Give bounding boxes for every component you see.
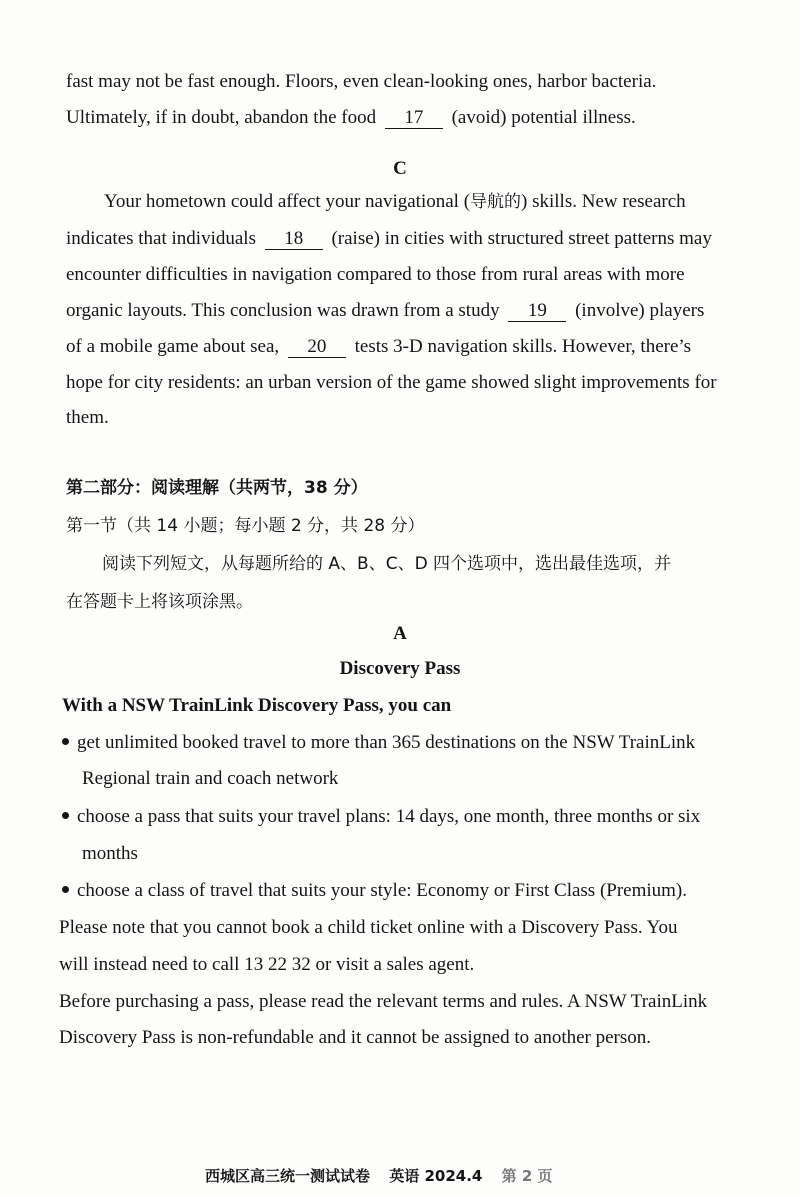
passage-c-heading: C [393, 158, 407, 179]
bullet-icon [62, 738, 69, 745]
passage-b-line-2: Ultimately, if in doubt, abandon the food 17 (avoid) potential illness. [66, 107, 636, 128]
passage-a-intro: With a NSW TrainLink Discovery Pass, you can [62, 695, 452, 716]
footer-exam-name: 西城区高三统一测试试卷 [205, 1167, 371, 1185]
passage-c-line-3: encounter difficulties in navigation compared to those from rural areas with more [66, 264, 685, 285]
bullet-item-1: get unlimited booked travel to more than 365 destinations on the NSW TrainLink [62, 731, 695, 755]
part-two-title: 第二部分：阅读理解（共两节，38 分） [66, 478, 368, 498]
passage-a-heading: A [393, 623, 407, 644]
passage-c-line-6: hope for city residents: an urban version of the game showed slight improvements for [66, 372, 717, 393]
note-paragraph-line-1: Please note that you cannot book a child ticket online with a Discovery Pass. You [59, 917, 678, 938]
passage-b-line-1: fast may not be fast enough. Floors, even clean-looking ones, harbor bacteria. [66, 71, 657, 92]
blank-20: 20 [288, 337, 346, 358]
footer-page-number: 第 2 页 [501, 1167, 553, 1185]
bullet-item-2: choose a pass that suits your travel plans: 14 days, one month, three months or six [62, 805, 700, 829]
passage-c-line-4: organic layouts. This conclusion was drawn from a study 19 (involve) players [66, 300, 705, 321]
bullet-item-1-cont: Regional train and coach network [82, 768, 339, 789]
instructions-line-1: 阅读下列短文，从每题所给的 A、B、C、D 四个选项中，选出最佳选项，并 [102, 554, 672, 574]
passage-c-line-1: Your hometown could affect your navigational (导航的) skills. New research [104, 191, 686, 212]
bullet-item-3: choose a class of travel that suits your style: Economy or First Class (Premium). [62, 879, 687, 903]
instructions-line-2: 在答题卡上将该项涂黑。 [66, 592, 253, 612]
footer-subject: 英语 2024.4 [389, 1167, 483, 1185]
blank-17: 17 [385, 108, 443, 129]
bullet-icon [62, 886, 69, 893]
blank-19: 19 [508, 301, 566, 322]
bullet-icon [62, 812, 69, 819]
passage-c-line-2: indicates that individuals 18 (raise) in cities with structured street patterns may [66, 228, 712, 249]
page-footer [205, 1165, 566, 1186]
blank-18: 18 [265, 229, 323, 250]
passage-a-title: Discovery Pass [339, 658, 461, 679]
terms-paragraph-line-2: Discovery Pass is non-refundable and it cannot be assigned to another person. [59, 1027, 652, 1048]
bullet-item-2-cont: months [82, 843, 138, 864]
passage-c-line-5: of a mobile game about sea, 20 tests 3-D navigation skills. However, there’s [66, 336, 692, 357]
section-one-title: 第一节（共 14 小题；每小题 2 分，共 28 分） [66, 516, 425, 536]
passage-c-line-7: them. [66, 407, 109, 428]
terms-paragraph-line-1: Before purchasing a pass, please read the relevant terms and rules. A NSW TrainLink [59, 991, 708, 1012]
note-paragraph-line-2: will instead need to call 13 22 32 or visit a sales agent. [59, 954, 475, 975]
